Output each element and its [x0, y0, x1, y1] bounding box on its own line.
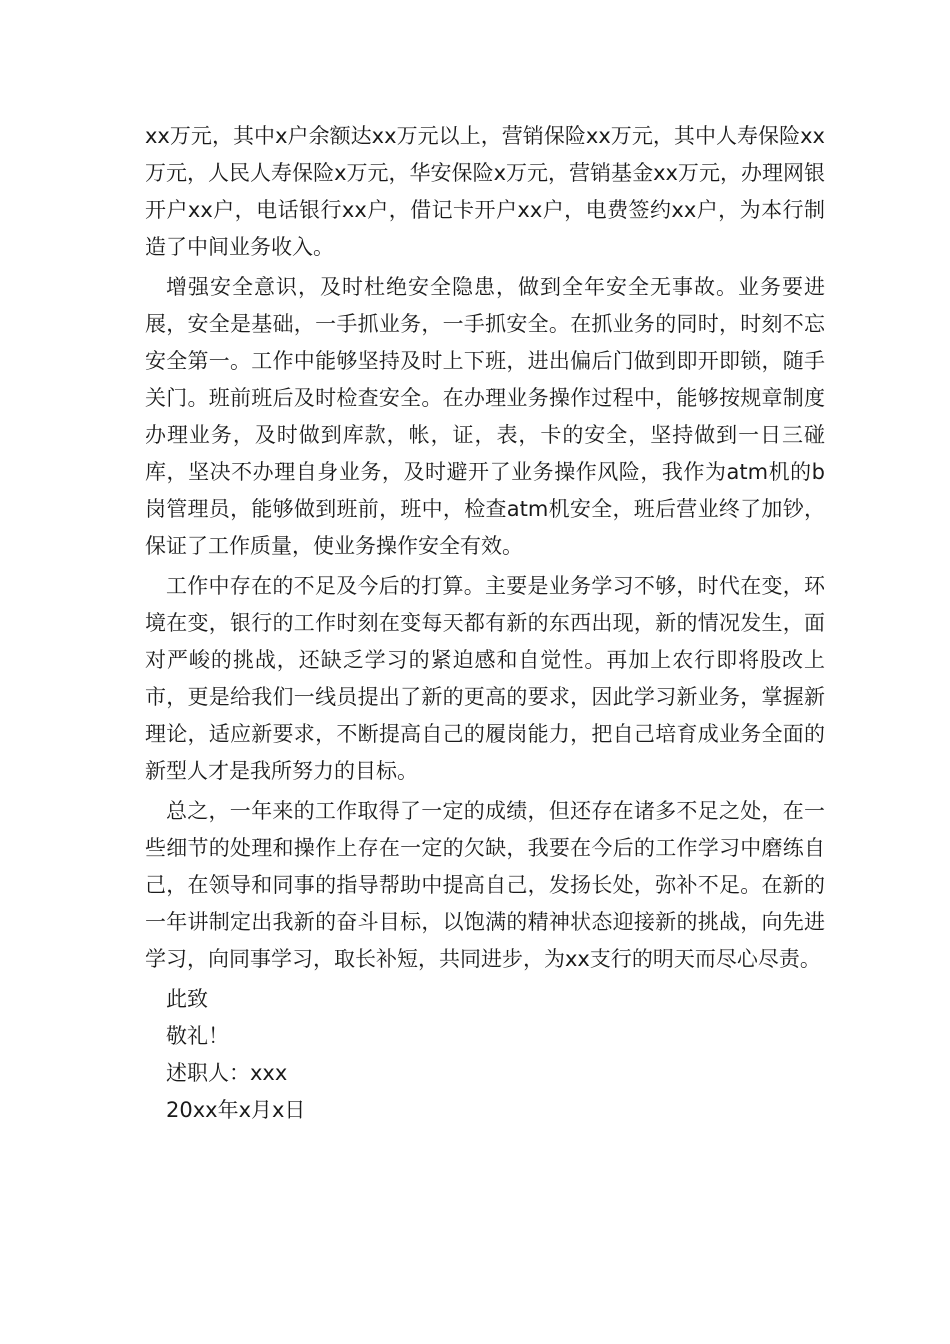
paragraph-business-results: xx万元，其中x户余额达xx万元以上，营销保险xx万元，其中人寿保险xx万元，人民人寿保险x万元，华安保险x万元，营销基金xx万元，办理网银开户xx户，电话银行xx户，借记卡开户xx户，电费签约xx户，为本行制造了中间业务收入。: [145, 124, 825, 259]
document-body: [145, 118, 825, 1129]
closing-salutation: 此致: [166, 987, 208, 1011]
paragraph-shortcomings: 工作中存在的不足及今后的打算。主要是业务学习不够，时代在变，环境在变，银行的工作时刻在变每天都有新的东西出现，新的情况发生，面对严峻的挑战，还缺乏学习的紧迫感和自觉性。再加上农行即将股改上市，更是给我们一线员提出了新的更高的要求，因此学习新业务，掌握新理论，适应新要求，不断提高自己的履岗能力，把自己培育成业务全面的新型人才是我所努力的目标。: [145, 574, 825, 783]
paragraph-summary: 总之，一年来的工作取得了一定的成绩，但还存在诸多不足之处，在一些细节的处理和操作上存在一定的欠缺，我要在今后的工作学习中磨练自己，在领导和同事的指导帮助中提高自己，发扬长处，弥补不足。在新的一年讲制定出我新的奋斗目标，以饱满的精神状态迎接新的挑战，向先进学习，向同事学习，取长补短，共同进步，为xx支行的明天而尽心尽责。: [145, 799, 825, 971]
closing-regards: 敬礼！: [166, 1024, 229, 1048]
closing-date: 20xx年x月x日: [166, 1098, 306, 1122]
closing-signature: 述职人：xxx: [166, 1061, 288, 1085]
paragraph-safety: 增强安全意识，及时杜绝安全隐患，做到全年安全无事故。业务要进展，安全是基础，一手抓业务，一手抓安全。在抓业务的同时，时刻不忘安全第一。工作中能够坚持及时上下班，进出偏后门做到即开即锁，随手关门。班前班后及时检查安全。在办理业务操作过程中，能够按规章制度办理业务，及时做到库款，帐，证，表，卡的安全，坚持做到一日三碰库，坚决不办理自身业务，及时避开了业务操作风险，我作为atm机的b岗管理员，能够做到班前，班中，检查atm机安全，班后营业终了加钞，保证了工作质量，使业务操作安全有效。: [145, 275, 825, 558]
